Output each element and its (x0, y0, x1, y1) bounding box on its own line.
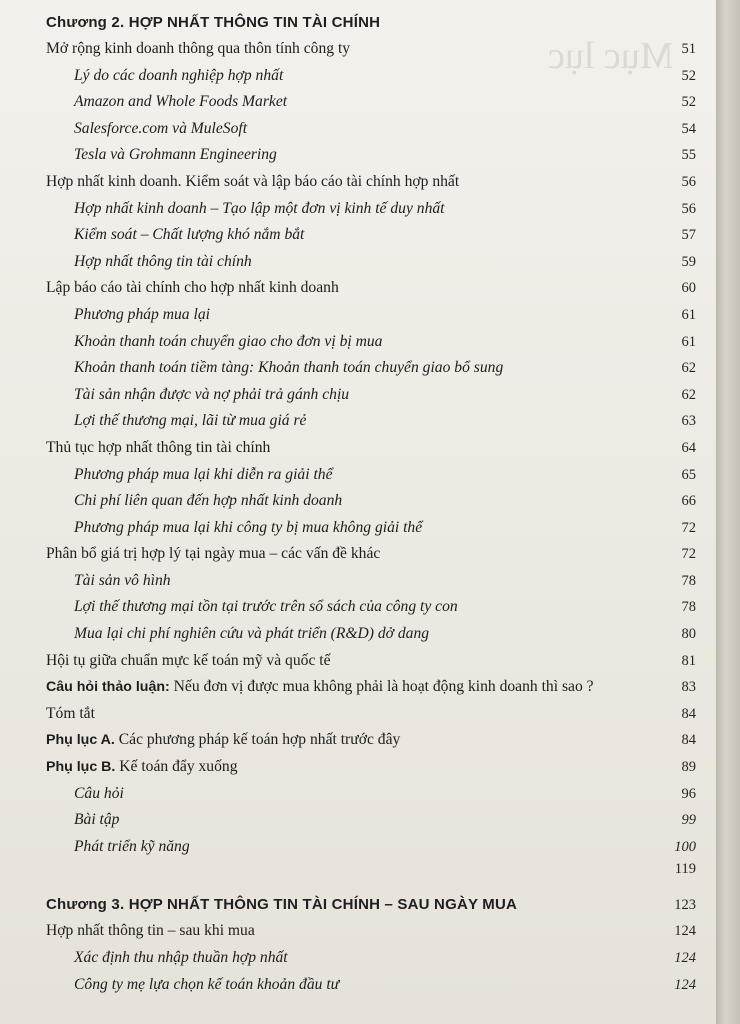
page-number: 78 (681, 572, 696, 589)
toc-entry (46, 515, 696, 542)
toc-entry (46, 462, 696, 489)
page-number: 96 (681, 785, 696, 802)
toc-entry (46, 36, 696, 63)
entry-title: Xác định thu nhập thuần hợp nhất (74, 949, 288, 966)
toc-trailing-page-number (46, 860, 696, 878)
page-number: 66 (681, 493, 696, 510)
page-number: 54 (681, 120, 696, 137)
page-number: 100 (674, 838, 696, 855)
page-number: 119 (674, 861, 696, 878)
entry-title: Câu hỏi (74, 784, 124, 802)
toc-entry (46, 754, 696, 781)
page-number: 72 (681, 519, 696, 536)
toc-entry (46, 249, 696, 276)
page-number: 55 (681, 147, 696, 164)
page-number: 59 (681, 253, 696, 270)
entry-title: Hội tụ giữa chuẩn mực kế toán mỹ và quốc tế (46, 651, 331, 669)
page-number: 52 (681, 67, 696, 84)
toc-entry (46, 488, 696, 515)
chapter-title: Chương 2. HỢP NHẤT THÔNG TIN TÀI CHÍNH (46, 14, 381, 31)
toc-entry (46, 63, 696, 90)
entry-title: Hợp nhất thông tin – sau khi mua (46, 922, 255, 940)
page-number: 65 (681, 466, 696, 483)
page-number: 81 (681, 652, 696, 669)
page-number: 123 (674, 897, 696, 914)
toc-entry (46, 972, 696, 999)
toc-entry (46, 142, 696, 169)
toc-entry (46, 222, 696, 249)
page-number: 99 (681, 812, 696, 829)
entry-title: Khoản thanh toán tiềm tàng: Khoản thanh toán chuyển giao bổ sung (74, 359, 504, 377)
entry-title: Hợp nhất kinh doanh – Tạo lập một đơn vị kinh tế duy nhất (74, 199, 445, 217)
show-through-watermark: Mục lục (548, 35, 674, 77)
entry-bold-label: Phụ lục B. (46, 759, 116, 776)
toc-entry (46, 594, 696, 621)
page-number: 84 (681, 705, 696, 722)
toc-entry (46, 89, 696, 116)
page-number: 62 (681, 386, 696, 403)
page-number: 72 (681, 546, 696, 563)
entry-title: Lợi thế thương mại, lãi từ mua giá rẻ (74, 412, 307, 430)
page-number: 52 (681, 94, 696, 111)
book-page-edge (716, 0, 740, 1024)
entry-bold-label: Câu hỏi thảo luận: (46, 679, 170, 696)
toc-entry (46, 541, 696, 568)
toc-entry (46, 435, 696, 462)
entry-title: Nếu đơn vị được mua không phải là hoạt động kinh doanh thì sao ? (169, 678, 594, 696)
entry-title: Tài sản nhận được và nợ phải trả gánh chịu (74, 385, 350, 403)
entry-title: Phát triển kỹ năng (74, 837, 190, 855)
toc-entry (46, 648, 696, 675)
page-number: 124 (674, 950, 696, 966)
entry-title: Salesforce.com và MuleSoft (74, 119, 248, 137)
entry-title: Kế toán đẩy xuống (115, 758, 238, 776)
toc-entry (46, 408, 696, 435)
page-number: 124 (674, 976, 696, 993)
toc-entry (46, 382, 696, 409)
entry-bold-label: Phụ lục A. (46, 732, 115, 749)
toc-entry (46, 781, 696, 808)
entry-title: Phương pháp mua lại (74, 305, 210, 323)
entry-title: Công ty mẹ lựa chọn kế toán khoản đầu tư (74, 975, 340, 993)
toc-entry (46, 674, 696, 701)
page-number: 61 (681, 306, 696, 323)
toc-entry (46, 302, 696, 329)
page-number: 51 (681, 41, 696, 57)
entry-title: Thủ tục hợp nhất thông tin tài chính (46, 438, 271, 456)
entry-title: Phương pháp mua lại khi diễn ra giải thể (74, 465, 333, 483)
page-number: 62 (681, 360, 696, 377)
entry-title: Phương pháp mua lại khi công ty bị mua không giải thể (74, 518, 423, 536)
toc-entry (46, 116, 696, 143)
entry-title: Hợp nhất kinh doanh. Kiểm soát và lập báo cáo tài chính hợp nhất (46, 172, 460, 190)
toc-entry (46, 329, 696, 356)
chapter-heading (46, 10, 696, 36)
entry-title: Amazon and Whole Foods Market (74, 93, 288, 111)
entry-title: Lợi thế thương mại tồn tại trước trên sổ sách của công ty con (74, 598, 458, 616)
toc-entry (46, 807, 696, 834)
page-number: 57 (681, 227, 696, 244)
toc-entry (46, 169, 696, 196)
page-number: 60 (681, 280, 696, 297)
toc-entry (46, 568, 696, 595)
page-number: 80 (681, 626, 696, 643)
toc-entry (46, 945, 696, 972)
chapter-heading (46, 892, 696, 918)
entry-title: Các phương pháp kế toán hợp nhất trước đây (114, 731, 401, 749)
toc-entry (46, 727, 696, 754)
entry-title: Lý do các doanh nghiệp hợp nhất (74, 66, 284, 84)
entry-title: Bài tập (74, 811, 120, 829)
entry-title: Phân bổ giá trị hợp lý tại ngày mua – các vấn đề khác (46, 545, 381, 563)
entry-title: Tài sản vô hình (74, 571, 171, 589)
toc-entry (46, 834, 696, 861)
entry-title: Mở rộng kinh doanh thông qua thôn tính công ty (46, 40, 351, 57)
entry-title: Hợp nhất thông tin tài chính (74, 252, 252, 270)
toc-entry (46, 621, 696, 648)
page-number: 89 (681, 759, 696, 776)
toc-entry (46, 701, 696, 728)
page-number: 64 (681, 439, 696, 456)
page-number: 78 (681, 599, 696, 616)
toc-entry (46, 355, 696, 382)
table-of-contents (46, 10, 696, 998)
page-number: 124 (674, 923, 696, 940)
toc-entry (46, 918, 696, 945)
page-number: 83 (681, 679, 696, 696)
page-number: 56 (681, 173, 696, 190)
toc-entry (46, 196, 696, 223)
chapter-title: Chương 3. HỢP NHẤT THÔNG TIN TÀI CHÍNH – SAU NGÀY MUA (46, 896, 518, 914)
entry-title: Lập báo cáo tài chính cho hợp nhất kinh doanh (46, 279, 339, 297)
page-number: 84 (681, 732, 696, 749)
entry-title: Tesla và Grohmann Engineering (74, 146, 277, 164)
entry-title: Tóm tắt (46, 704, 95, 722)
entry-title: Kiểm soát – Chất lượng khó nắm bắt (74, 226, 305, 244)
page-number: 63 (681, 413, 696, 430)
entry-title: Chi phí liên quan đến hợp nhất kinh doanh (74, 492, 343, 510)
entry-title: Khoản thanh toán chuyển giao cho đơn vị bị mua (74, 332, 383, 350)
entry-title: Mua lại chi phí nghiên cứu và phát triển (R&D) dở dang (74, 625, 430, 643)
page-number: 61 (681, 333, 696, 350)
toc-entry (46, 275, 696, 302)
page-number: 56 (681, 200, 696, 217)
